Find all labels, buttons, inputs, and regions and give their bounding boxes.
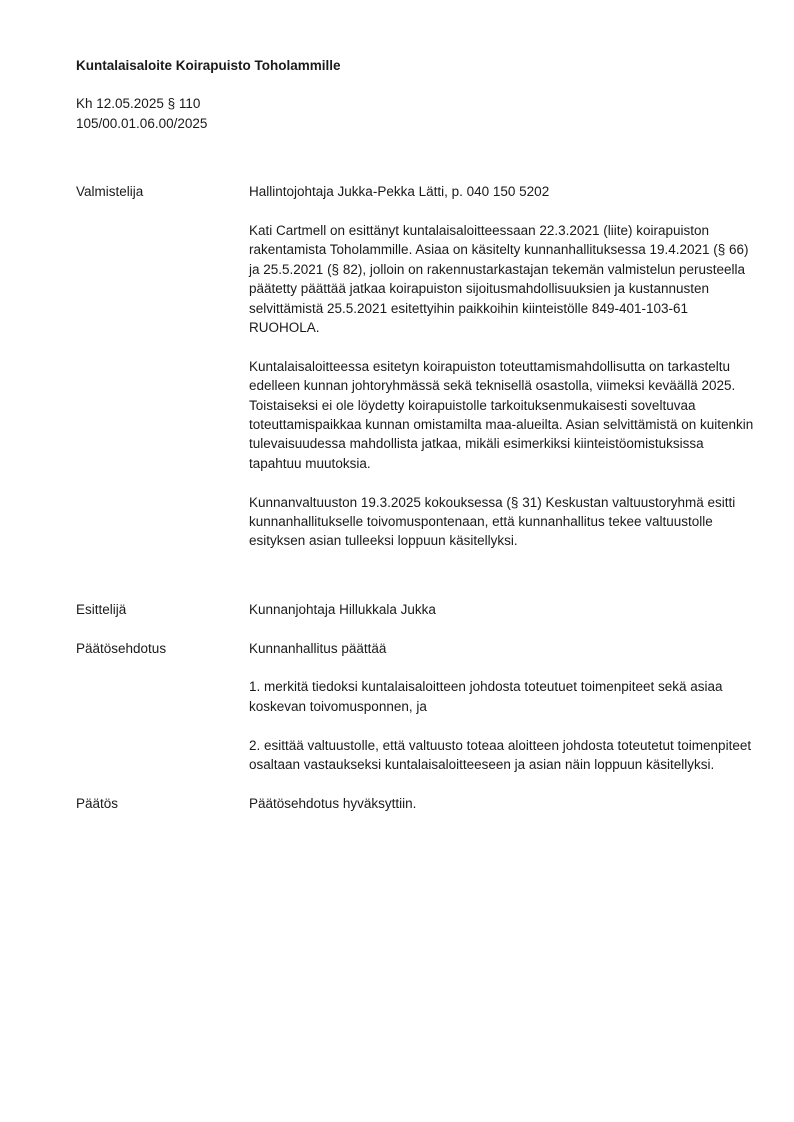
body-paragraph: Kati Cartmell on esittänyt kuntalaisaloitteessaan 22.3.2021 (liite) koirapuiston rakentamista Toholammille. Asiaa on käsitelty kunnanhallituksessa 19.4.2021 (§ 66) ja 25.5.2021 (§ 82), jolloin on rakennustarkastajan tekemän valmistelun perusteella päätetty päättää jatkaa koirapuiston sijoitusmahdollisuuksien ja kustannusten selvittämistä 25.5.2021 esitettyihin paikkoihin kiinteistölle 849-401-103-61 RUOHOLA. (249, 223, 749, 336)
section-label-valmistelija: Valmistelija (76, 184, 144, 200)
section-esittelija (76, 600, 766, 619)
preparer-line: Hallintojohtaja Jukka-Pekka Lätti, p. 040 150 5202 (249, 184, 550, 200)
presenter-line: Kunnanjohtaja Hillukkala Jukka (249, 601, 436, 617)
section-label-paatosehdotus: Päätösehdotus (76, 640, 167, 656)
section-paatosehdotus (76, 639, 766, 775)
record-number: 105/00.01.06.00/2025 (76, 115, 208, 131)
section-content-paatosehdotus (249, 639, 759, 775)
section-content-paatos (249, 794, 759, 813)
proposal-item: 1. merkitä tiedoksi kuntalaisaloitteen johdosta toteutuet toimenpiteet sekä asiaa koskevan toivomusponnen, ja (249, 679, 723, 714)
section-label-esittelija: Esittelijä (76, 601, 127, 617)
section-valmistelija (76, 182, 766, 551)
section-content-valmistelija (249, 182, 759, 551)
document-page (76, 56, 766, 813)
body-paragraph: Kuntalaisaloitteessa esitetyn koirapuiston toteuttamismahdollisutta on tarkasteltu edelleen kunnan johtoryhmässä sekä teknisellä osastolla, viimeksi keväällä 2025. Toistaiseksi ei ole löydetty koirapuistolle tarkoituksenmukaisesti soveltuvaa toteuttamispaikkaa kunnan omistamilta maa-alueilta. Asian selvittämistä on kuitenkin tulevaisuudessa mahdollista jatkaa, mikäli esimerkiksi kiinteistöomistuksissa tapahtuu muutoksia. (249, 358, 754, 471)
proposal-item: 2. esittää valtuustolle, että valtuusto toteaa aloitteen johdosta toteutetut toimenpiteet osaltaan vastaukseksi kuntalaisaloitteeseen ja asian näin loppuun käsitellyksi. (249, 737, 752, 773)
decision-line: Päätösehdotus hyväksyttiin. (249, 795, 417, 811)
section-paatos (76, 794, 766, 813)
meeting-reference: Kh 12.05.2025 § 110 (76, 96, 201, 112)
section-content-esittelija (249, 600, 759, 619)
proposal-intro: Kunnanhallitus päättää (249, 640, 387, 656)
body-paragraph: Kunnanvaltuuston 19.3.2025 kokouksessa (§ 31) Keskustan valtuustoryhmä esitti kunnanhallitukselle toivomuspontenaan, että kunnanhallitus tekee valtuustolle esityksen asian tulleeksi loppuun käsitellyksi. (249, 494, 736, 549)
document-meta (76, 94, 766, 133)
document-title: Kuntalaisaloite Koirapuisto Toholammille (76, 58, 341, 73)
section-label-paatos: Päätös (76, 795, 119, 811)
